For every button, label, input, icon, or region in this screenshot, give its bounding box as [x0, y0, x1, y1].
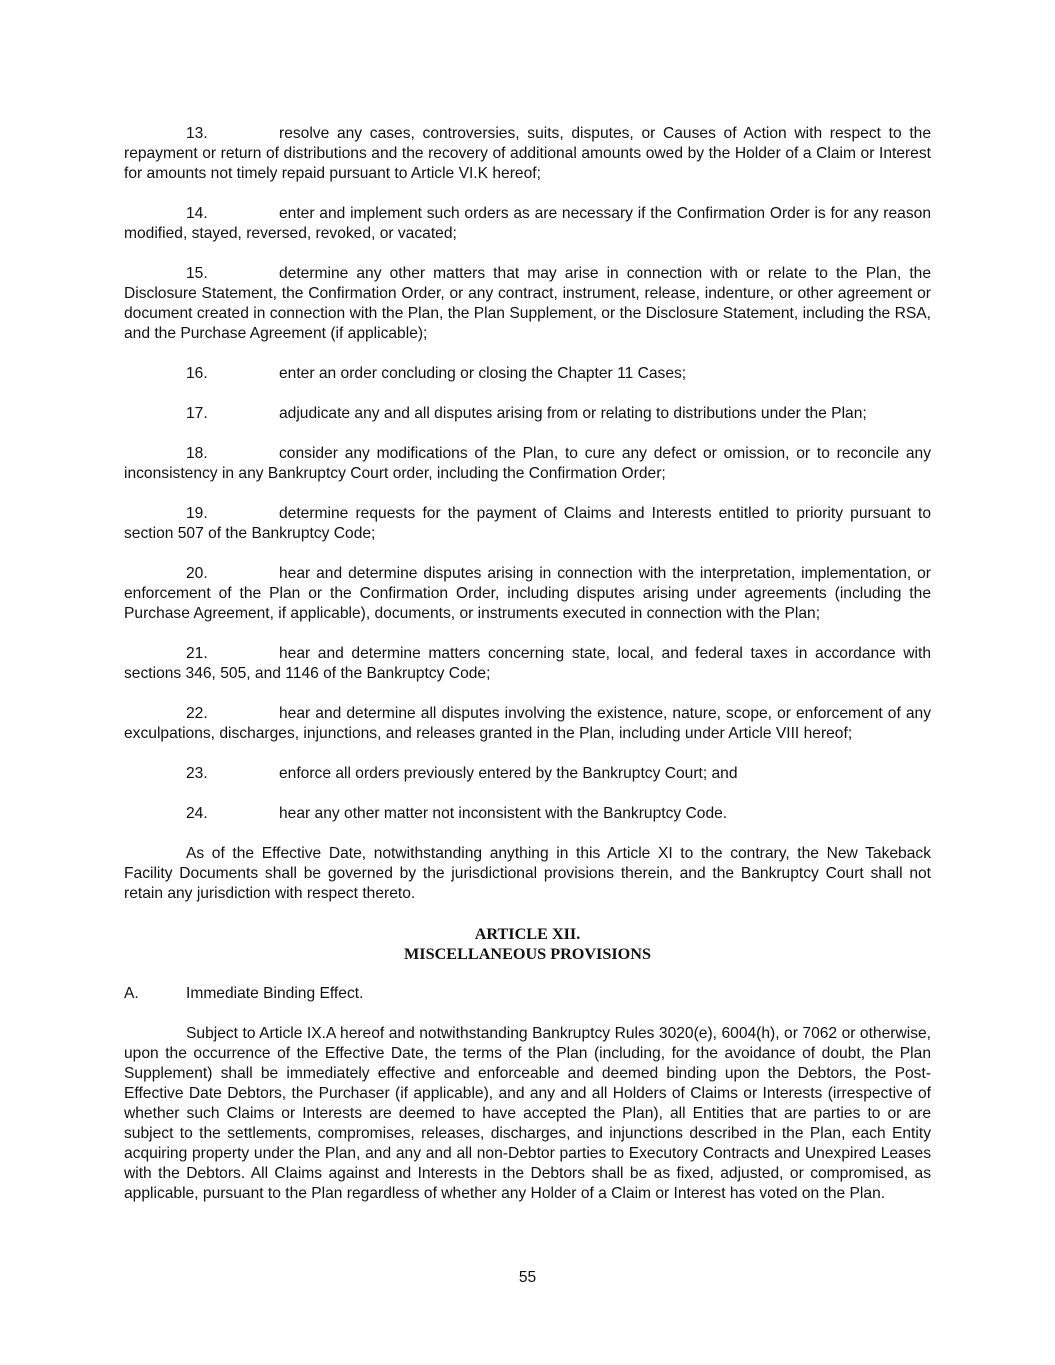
list-item-15	[124, 264, 931, 344]
item-number: 22.	[186, 705, 208, 722]
item-number: 24.	[186, 805, 208, 822]
list-item-16	[124, 364, 931, 384]
item-text: enter an order concluding or closing the Chapter 11 Cases;	[279, 365, 687, 382]
item-text: adjudicate any and all disputes arising from or relating to distributions under the Plan;	[279, 405, 867, 422]
item-text: enter and implement such orders as are necessary if the Confirmation Order is for any reason modified, stayed, reversed, revoked, or vacated;	[124, 205, 931, 242]
item-text: hear and determine all disputes involving the existence, nature, scope, or enforcement of any exculpations, discharges, injunctions, and releases granted in the Plan, including under Article VIII hereof;	[124, 705, 931, 742]
item-number: 17.	[186, 405, 208, 422]
section-paragraph: Subject to Article IX.A hereof and notwithstanding Bankruptcy Rules 3020(e), 6004(h), or 7062 or otherwise, upon the occurrence of the Effective Date, the terms of the Plan (including, for the avoidance of doubt, the Plan Supplement) shall be immediately effective and enforceable and deemed binding upon the Debtors, the Post-Effective Date Debtors, the Purchaser (if applicable), and any and all Holders of Claims or Interests (irrespective of whether such Claims or Interests are deemed to have accepted the Plan), all Entities that are parties to or are subject to the settlements, compromises, releases, discharges, and injunctions described in the Plan, each Entity acquiring property under the Plan, and any and all non-Debtor parties to Executory Contracts and Unexpired Leases with the Debtors. All Claims against and Interests in the Debtors shall be as fixed, adjusted, or compromised, as applicable, pursuant to the Plan regardless of whether any Holder of a Claim or Interest has voted on the Plan.	[124, 1025, 931, 1202]
item-text: hear and determine disputes arising in connection with the interpretation, implementation, or enforcement of the Plan or the Confirmation Order, including disputes arising under agreements (including the Purchase Agreement, if applicable), documents, or instruments executed in connection with the Plan;	[124, 565, 931, 622]
item-number: 16.	[186, 365, 208, 382]
item-number: 13.	[186, 125, 208, 142]
closing-paragraph: As of the Effective Date, notwithstanding anything in this Article XI to the contrary, the New Takeback Facility Documents shall be governed by the jurisdictional provisions therein, and the Bankruptcy Court shall not retain any jurisdiction with respect thereto.	[124, 845, 931, 902]
section-letter: A.	[124, 985, 139, 1002]
list-item-17	[124, 404, 931, 424]
item-text: determine requests for the payment of Claims and Interests entitled to priority pursuant to section 507 of the Bankruptcy Code;	[124, 505, 931, 542]
item-number: 19.	[186, 505, 208, 522]
list-item-24	[124, 804, 931, 824]
article-title: MISCELLANEOUS PROVISIONS	[404, 945, 651, 963]
list-item-19	[124, 504, 931, 544]
list-item-18	[124, 444, 931, 484]
list-item-22	[124, 704, 931, 744]
list-item-20	[124, 564, 931, 624]
article-number: ARTICLE XII.	[474, 925, 581, 943]
item-text: enforce all orders previously entered by the Bankruptcy Court; and	[279, 765, 738, 782]
item-text: hear any other matter not inconsistent with the Bankruptcy Code.	[279, 805, 728, 822]
section-heading	[124, 984, 931, 1004]
item-number: 20.	[186, 565, 208, 582]
item-text: hear and determine matters concerning state, local, and federal taxes in accordance with sections 346, 505, and 1146 of the Bankruptcy Code;	[124, 645, 931, 682]
section-title: Immediate Binding Effect.	[186, 985, 364, 1002]
item-text: resolve any cases, controversies, suits, disputes, or Causes of Action with respect to the repayment or return of distributions and the recovery of additional amounts owed by the Holder of a Claim or Interest for amounts not timely repaid pursuant to Article VI.K hereof;	[124, 125, 931, 182]
article-heading	[124, 924, 931, 964]
item-number: 23.	[186, 765, 208, 782]
item-text: consider any modifications of the Plan, to cure any defect or omission, or to reconcile any inconsistency in any Bankruptcy Court order, including the Confirmation Order;	[124, 445, 931, 482]
item-text: determine any other matters that may arise in connection with or relate to the Plan, the Disclosure Statement, the Confirmation Order, or any contract, instrument, release, indenture, or other agreement or document created in connection with the Plan, the Plan Supplement, or the Disclosure Statement, including the RSA, and the Purchase Agreement (if applicable);	[124, 265, 931, 342]
item-number: 14.	[186, 205, 208, 222]
item-number: 21.	[186, 645, 208, 662]
list-item-14	[124, 204, 931, 244]
page-number: 55	[518, 1269, 537, 1286]
list-item-21	[124, 644, 931, 684]
page-content	[124, 124, 931, 1224]
item-number: 18.	[186, 445, 208, 462]
item-number: 15.	[186, 265, 208, 282]
list-item-13	[124, 124, 931, 184]
list-item-23	[124, 764, 931, 784]
